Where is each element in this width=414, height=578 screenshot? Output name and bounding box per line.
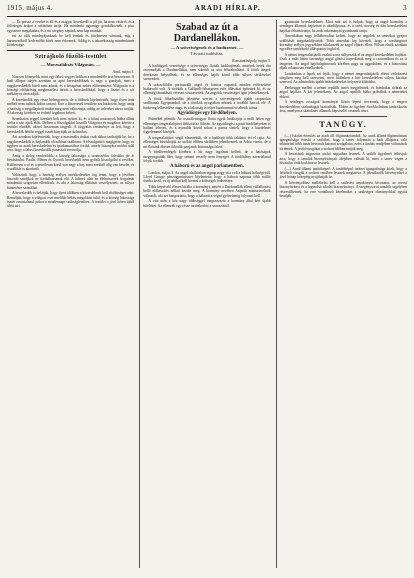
article-paragraph: Amerikában nagy felháborodást keltett, hogy az angolok az amerikai gyapot szállítását megakadályozták. Több amerikai lap követeli, hogy a washingtoni kormány erélyes jegyzékben tiltakozzék az angol eljárás ellen. Wilson elnök azonban egyelőre tartózkodó álláspontot foglal el. — [279, 34, 407, 52]
article-paragraph: Amíg a dolog rendeződik, a község lakossága a szomszédos falvakba jár át bevásárolni. Paulis, Ménes és Gyorok kereskedői nem győzik kiszolgálni a vevőket. Különösen a só és a petróleum körül van nagy a baj, mert ezekből alig van készlet, és a szállítás is akadozik. — [7, 153, 135, 171]
column-1 — [7, 20, 134, 568]
article-headline: Szabad az út a Dardanellákon. — [173, 22, 241, 44]
article-headline: Sztrájkoló fűzőlő-testület — [34, 53, 107, 61]
article-byline: Konstantinápoly, május 3. — [232, 58, 271, 63]
article-paragraph: (—) Aradi állami tanítóképző. A tanítóképző intézet igazgatósága közli, hogy a felvételi vizsgák a szokott rendben lesznek megtartva. A jelentkezők kérvényeiket a jövő hónap közepéig nyújthatják be. — [279, 166, 407, 180]
article-subhead: — A szövetségesek és a hadüzenet. — — [170, 45, 244, 50]
article-paragraph: A fürdővendégek körében a hír nagy izgalmat keltett, de a hatóságok megnyugtatták őket, hogy semmi veszély nem fenyeget. A fürdőidény zavartalanul folyik tovább. — [143, 150, 271, 164]
newspaper-title: ARADI HÍRLAP. — [194, 4, 261, 12]
article-paragraph: A török főhadiszállás jelentése szerint a szövetségesek újabb csapatokat szállítanak Egyiptomból, de a törökök nyugodtan néznek a további harcok elé. A hadsereg lelkesedése nagy, és a lakosság is teljes bizalommal viseltetik iránta. — [143, 97, 271, 110]
article-paragraph: A német tengeralattjárók ezalatt sorra süllyesztik el az angol kereskedelmi hajókat. Csak a múlt héten tizennégy angol gőzöst torpedóztak meg a csatornában és az ír tengeren. Az angol hajótulajdonosok körében nagy az aggodalom, és a biztosítási díjak rohamosan emelkednek. — [279, 53, 407, 71]
column-2 — [139, 20, 270, 568]
article-subsubhead: Távirati tudósítás. — [190, 51, 224, 57]
article-paragraph: Valószínű, hogy a hatóság erélyes intézkedéseket fog tenni, hogy a jövőben hasonló sztrájkok ne fordulhassanak elő. A háború alatt az élelmiszerek forgalmát mindenütt szigorúan ellenőrzik, és aki a lakosság ellátását veszélyezteti, az súlyos büntetésre számíthat. — [7, 172, 135, 190]
article-paragraph: A kereskedők is belátják, hogy ilyen időkben a közérdeknek kell elsőbbséget adni. Reméljük, hogy a világosi eset mielőbb békés megoldást talál, és a község lakossága ismét zavartalanul juthat a mindennapi szükségleteihez. A testület a jövő héten újból ülést tart. — [7, 191, 135, 209]
article-paragraph: A kérvényekhez mellékelni kell a születési anyakönyvi kivonatot, az orvosi bizonyítványt és a legutolsó iskolai bizonyítványt. A szegénysorsú tanulók segélyben részesülhetnek, ha erre vonatkozó kérelmüket a szükséges okmányokkal együtt beadják. — [279, 181, 407, 199]
article-paragraph: Fiúmébél jelentik: Az osztrák-magyar flotta egyik hadihajója a múlt héten egy ellenséges tengeralattjárót üldözött az Adrián. Az ágyúdörgést a parti fürdőhelyeken is hallani lehetett, és a nyaralók közül sokan a partra siettek, hogy a küzdelmet figyelemmel kísérjék. — [143, 117, 271, 135]
article-paragraph: Londonban a lapok azt írják, hogy a német tengeralattjárók elleni védekezést sürgősen meg kell szervezni, mert különben a brit kereskedelem súlyos károkat szenved. Az admiralitás újabb intézkedéseket helyezett kilátásba. — [279, 71, 407, 85]
article-paragraph: A beiratások augusztus utolsó napjaiban lesznek. A szülők figyelmét felhívjuk arra, hogy a tanulók bizonyítványait idejében váltsák ki, mert a tanév végén a hivatalos órák korlátozva lesznek. — [279, 152, 407, 166]
section-heading: A háború és az angol parlamentben. — [170, 164, 244, 170]
article-paragraph: Azt azonban kijelentették, hogy a maximális árakat csak akkor tarthatják be, ha a nagykereskedők is hajlandók olcsóbban szállítani. A főszolgabíró megígérte, hogy ez ügyben az aradi kereskedelmi és iparkamarához fordul, amely bizonyára módot talál arra, hogy a falusi kereskedők panaszait orvosolja. — [7, 135, 135, 153]
article-paragraph: A vita után a ház nagy többséggel megszavazta a kormány által kért újabb hiteleket. Az ellenzék egy része tartózkodott a szavazástól. — [143, 199, 271, 208]
article-paragraph: Több képviselő élesen bírálta a kormányt, amiért a Dardanellák elleni vállalkozást kellő előkészítés nélkül kezdte meg. A kormány nevében Asquith miniszterelnök válaszolt, aki azt hangoztatta, hogy a háborút a végső győzelemig folytatni kell. — [143, 185, 271, 198]
article-paragraph: ezt az időt mindnyájunknak be kell érnünk és türelmesen várnunk, míg a harcmezőkről kedvezőbb hírek nem érkeznek. Addig is a takarékosság mindenkinek kötelessége. — [7, 34, 135, 48]
column-3 — [276, 20, 407, 568]
article-paragraph: A szárazföldön partraszállt angol és francia csapatok minden erőfeszítése hiábavaló volt. A törökök a Gallipoli-félszigeten erős állásokat építettek ki, és az ellenség támadásait véresen visszaverték. Az angolok veszteségei igen jelentékenyek. — [143, 82, 271, 96]
article-paragraph: A hadiügyek vezetősége a szövetséges flották hadihajóinak, amelyek hetek óta ostromolják a Dardanellákat, nem sikerült az utat felszabadítani. A török ütegek derekasan helytállnak, és az ellenséges hajók közül több súlyos sérüléseket szenvedett. — [143, 64, 271, 82]
divider — [7, 50, 134, 51]
article-byline: Arad, május 3. — [112, 69, 135, 74]
issue-date: 1915. május 4. — [7, 4, 53, 12]
article-paragraph: gyarmatai kereskedelmét. Most már azt is tudjuk, hogy az angol kormány a semleges államok hajózását is akadályozza, és a svéd, norvég és dán kereskedelmi hajókat feltartóztatja, ha azok rakományát gyanúsnak tartja. — [279, 20, 407, 33]
article-paragraph: A semleges országok kormányai közös lépést terveznek, hogy a tengeri kereskedelem szabadságát biztosítsák. Ebben az ügyben Stockholmban tanácskozás lesz, amelyen a skandináv államok képviselői vesznek részt. — [279, 100, 407, 114]
article-paragraph: Zeebrügge mellett a német repülők ismét megjelentek, és bombákat dobtak az angol hajókra. A kár jelentékeny. Az angol repülők hiába próbálták a németeket elűzni. — [279, 86, 407, 99]
article-paragraph: London, május 3. Az angol alsóházban tegnap nagy vita volt a háború költségeiről. Lloyd George pénzügyminiszter kijelentette, hogy a háború naponta több millió fontba kerül, és új adókat kell kivetni a költségek fedezésére. — [143, 170, 271, 184]
article-paragraph: A tengeralattjáró végül elmenekült, de a hadihajó több találatot ért el rajta. Az ellenséges búvárhajók az utóbbi időben sűrűbben jelentkeznek az Adria vizein, de a mi flottánk éberen őrködik partjaink biztonsága felett. — [143, 136, 271, 149]
article-subhead: — Morzsaláksás Világosán. — — [40, 62, 101, 68]
article-paragraph: — Ez persze a vevőre is áll és a magyar kereskedő is jól jár, ha nem vásárol, és a fölösleges árukat a raktárban tartja. Ha mindenki ugyanígy gondolkoznék, a piac egyszerre megakadna, és a mi szegény népünk nem kap munkát. — [7, 20, 135, 33]
article-paragraph: Nincsen könnyebb, mint egy falusi vegyes boltban a mindenféle árut beszerezni. A hadi állapot idején azonban az apró kereskedőknek is nagy a gondjuk, mert a nagykereskedők hitelt nem adnak, és a készpénzt nehéz előteremteni. Világosán is a községi elöljáróság megbeszélést tartott a kereskedőkkel, hogy a lisztet és a sót méltányos áron adják. — [7, 74, 135, 97]
divider — [325, 131, 362, 132]
article-paragraph: A kereskedők egy része beleegyezett, de a többiek kijelentették, hogy ilyen árak mellett nem tudnak boltot tartani. Erre a fűszeresek testülete azt határozta, hogy amíg a hatóság a megállapított árakat meg nem változtatja, addig az üzleteket zárva tartják. A lakosság körében ez érthető izgalmat keltett. — [7, 97, 135, 115]
article-paragraph: Szombaton reggel tizenkét bolt nem nyitott ki, és a falusi asszonyok hiába álltak sorba a zárt ajtók előtt. Délben a főszolgabíró kiszállt Világosra és magához kérette a testület elnökét, akivel hosszasan tárgyalt. A tárgyalás eredménye az lett, hogy a kereskedők hétfőn reggel ismét kinyitják az üzleteiket. — [7, 116, 135, 134]
newspaper-page — [7, 4, 407, 570]
section-heading: TANÜGY. — [319, 119, 368, 130]
masthead — [7, 4, 407, 17]
divider — [300, 116, 387, 117]
page-number: 3 — [403, 4, 407, 12]
columns — [7, 20, 407, 568]
article-paragraph: (—) Iskolai értesítés az aradi áll. főgimnáziumból. Az aradi állami főgimnázium igazgatósága értesíti a szülőket, hogy a tanév folyamán a hadi állapotra való tekintettel több tanár bevonult katonai szolgálatra, ezért a tanítás rendjében változások történtek. A javítóvizsgákat a szokott időben tartják meg. — [279, 133, 407, 151]
section-heading: Agyúdörgés egy fürdőhelyen. — [177, 111, 237, 117]
